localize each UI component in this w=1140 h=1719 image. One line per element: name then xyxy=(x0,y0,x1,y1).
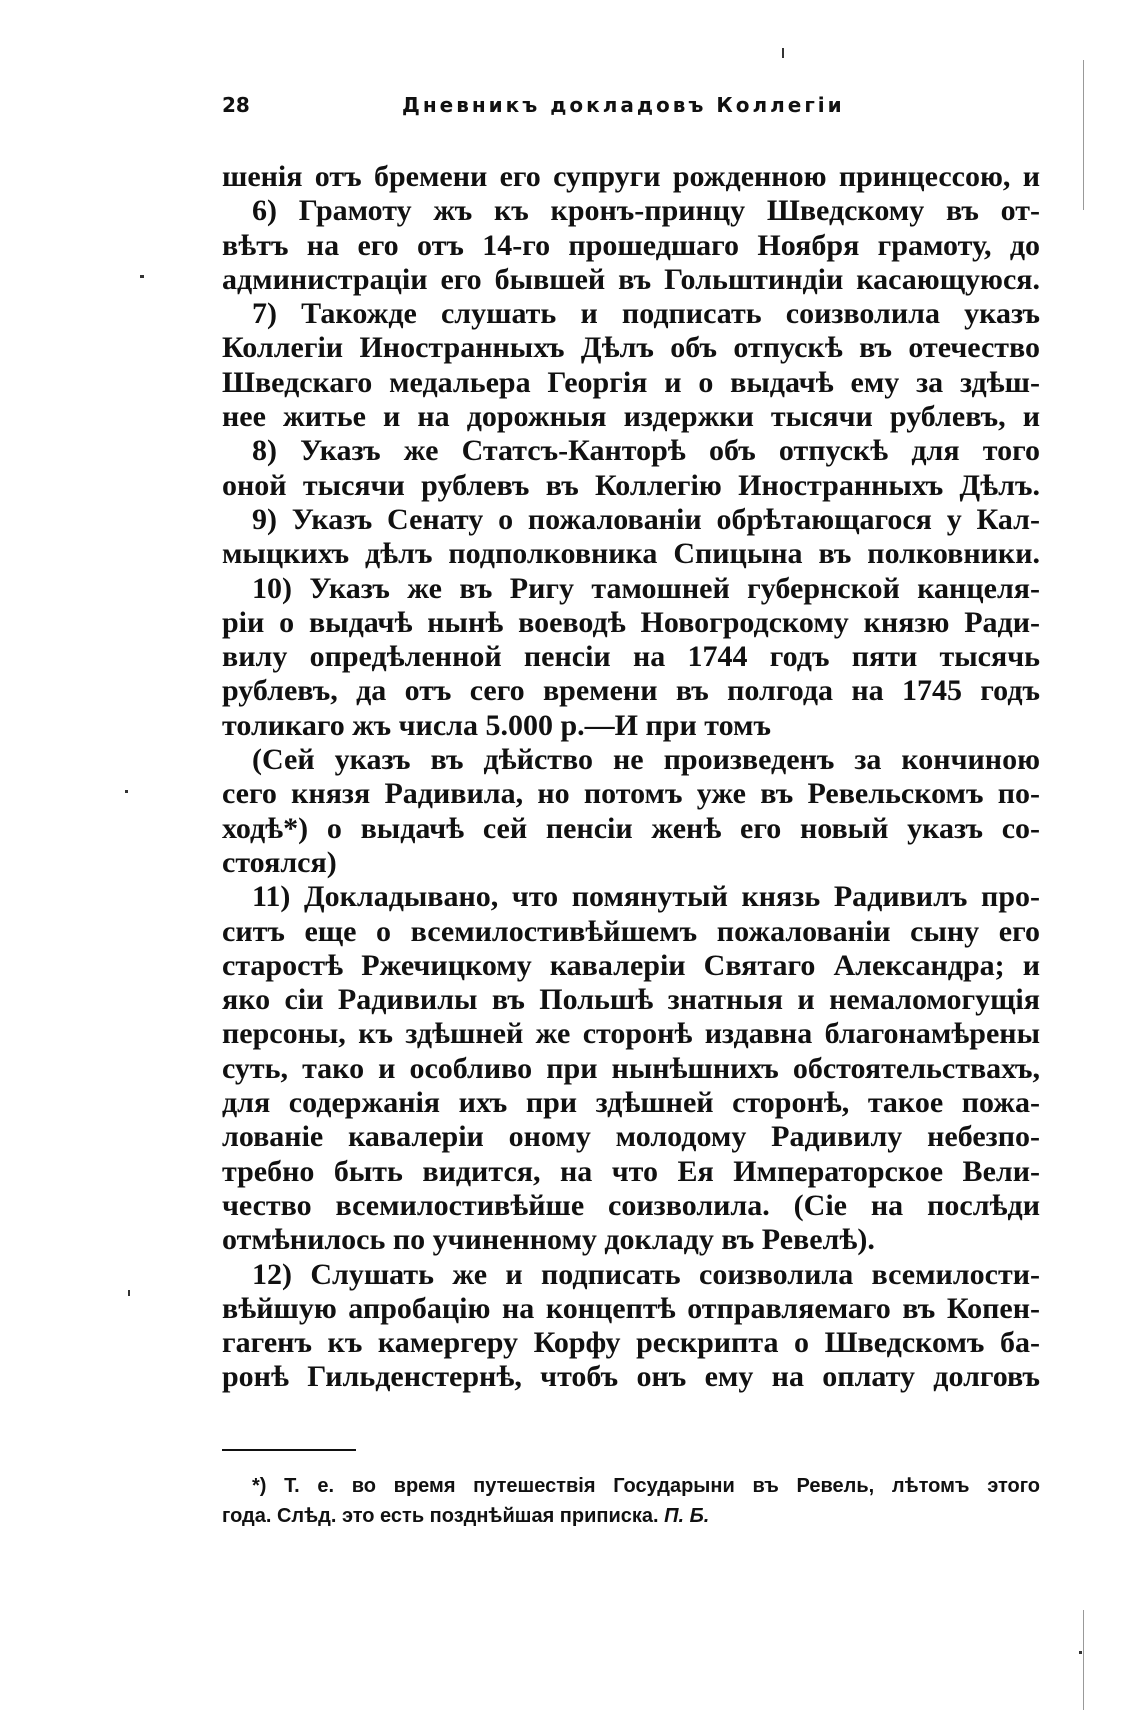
text-line: рублевъ, да отъ сего времени въ полгода на 1745 годъ xyxy=(222,674,1040,708)
text-line: стоялся) xyxy=(222,845,337,879)
scan-mark xyxy=(782,48,784,58)
text-line: (Сей указъ въ дѣйство не произведенъ за кончиною xyxy=(252,743,1040,777)
text-line: вилу опредѣленной пенсіи на 1744 годъ пяти тысячь xyxy=(222,640,1040,674)
scan-edge xyxy=(1083,60,1084,210)
text-line: яко сіи Радивилы въ Польшѣ знатныя и немаломогущія xyxy=(222,983,1040,1017)
text-line: 6) Грамоту жъ къ кронъ-принцу Шведскому въ от- xyxy=(252,194,1040,228)
text-line: 7) Такожде слушать и подписать соизволила указъ xyxy=(252,297,1040,331)
text-line: мыцкихъ дѣлъ подполковника Спицына въ полковники. xyxy=(222,537,1040,571)
running-head xyxy=(222,93,1042,123)
text-line: старостѣ Ржечицкому кавалеріи Святаго Александра; и xyxy=(222,948,1040,982)
text-line: ронѣ Гильденстернѣ, чтобъ онъ ему на оплату долговъ xyxy=(222,1360,1040,1394)
scan-mark xyxy=(128,1290,130,1296)
text-line: 11) Докладывано, что помянутый князь Радивилъ про- xyxy=(252,880,1040,914)
footnote-line xyxy=(222,1501,1040,1531)
body-text xyxy=(222,160,1040,1395)
text-line: ріи о выдачѣ нынѣ воеводѣ Новогродскому князю Ради- xyxy=(222,605,1040,639)
text-line: сего князя Радивила, но потомъ уже въ Ревельскомъ по- xyxy=(222,777,1040,811)
text-line: вѣйшую апробацію на концептѣ отправляемаго въ Копен- xyxy=(222,1291,1040,1325)
text-line: ходѣ*) о выдачѣ сей пенсіи женѣ его новый указъ со- xyxy=(222,811,1040,845)
text-line: требно быть видится, на что Ея Императорское Вели- xyxy=(222,1154,1040,1188)
text-line: ситъ еще о всемилостивѣйшемъ пожалованіи сыну его xyxy=(222,914,1040,948)
text-line: шенія отъ бремени его супруги рожденною принцессою, и xyxy=(222,160,1040,193)
text-line: администраціи его бывшей въ Гольштиндіи касающуюся. xyxy=(222,262,1040,296)
text-line: чество всемилостивѣйше соизволила. (Сіе на послѣди xyxy=(222,1188,1040,1222)
footnote-signature: П. Б. xyxy=(664,1505,710,1527)
text-line: лованіе кавалеріи оному молодому Радивилу небезпо- xyxy=(222,1120,1040,1154)
scan-mark xyxy=(140,275,144,278)
text-line: Шведскаго медальера Георгія и о выдачѣ ему за здѣш- xyxy=(222,365,1040,399)
text-line: Коллегіи Иностранныхъ Дѣлъ объ отпускѣ въ отечество xyxy=(222,331,1040,365)
footnote-text: года. Слѣд. это есть позднѣйшая приписка. xyxy=(222,1505,659,1527)
text-line: 9) Указъ Сенату о пожалованіи обрѣтающагося у Кал- xyxy=(252,502,1040,536)
running-title: Дневникъ докладовъ Коллегіи xyxy=(402,93,845,117)
footnote xyxy=(222,1471,1040,1531)
text-line: персоны, къ здѣшней же сторонѣ издавна благонамѣрены xyxy=(222,1017,1040,1051)
text-line: гагенъ къ камергеру Корфу рескрипта о Шведскомъ ба- xyxy=(222,1326,1040,1360)
text-line: вѣтъ на его отъ 14-го прошедшаго Ноября грамоту, до xyxy=(222,228,1040,262)
text-line: отмѣнилось по учиненному докладу въ Ревелѣ). xyxy=(222,1223,875,1257)
footnote-line: *) Т. е. во время путешествія Государыни въ Ревель, лѣтомъ этого xyxy=(252,1475,1040,1497)
text-line: суть, тако и особливо при нынѣшнихъ обстоятельствахъ, xyxy=(222,1051,1040,1085)
text-line: 8) Указъ же Статсъ-Канторѣ объ отпускѣ для того xyxy=(252,434,1040,468)
scan-mark xyxy=(1079,1651,1082,1654)
text-line: 10) Указъ же въ Ригу тамошней губернской канцеля- xyxy=(252,571,1040,605)
page-number: 28 xyxy=(222,93,250,117)
text-line: 12) Слушать же и подписать соизволила всемилости- xyxy=(252,1257,1040,1291)
text-line: нее житье и на дорожныя издержки тысячи рублевъ, и xyxy=(222,400,1040,434)
scan-mark xyxy=(125,790,128,793)
footnote-rule xyxy=(222,1449,356,1451)
text-line: толикаго жъ числа 5.000 р.—И при томъ xyxy=(222,708,771,742)
text-line: оной тысячи рублевъ въ Коллегію Иностранныхъ Дѣлъ. xyxy=(222,468,1040,502)
text-line: для содержанія ихъ при здѣшней сторонѣ, такое пожа- xyxy=(222,1086,1040,1120)
scan-edge xyxy=(1083,1610,1084,1710)
